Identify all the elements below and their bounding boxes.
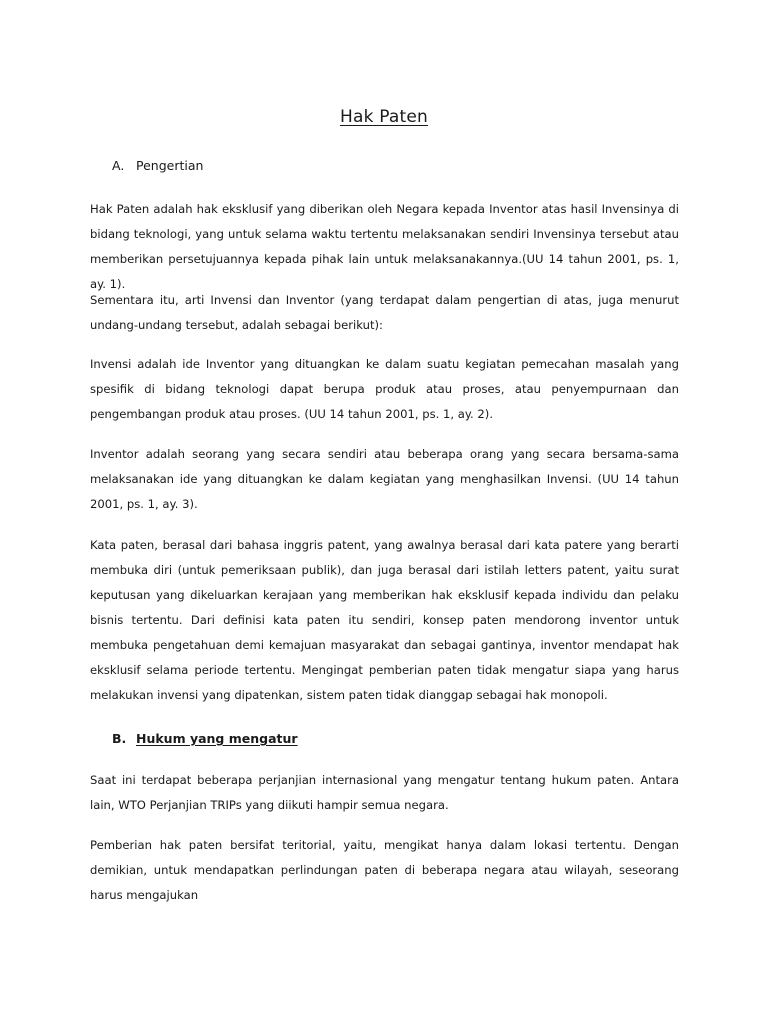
section-a-heading [112, 158, 203, 173]
page-title: Hak Paten [339, 107, 429, 127]
section-a-letter: A. [112, 158, 125, 173]
section-a-title: Pengertian [136, 158, 204, 173]
section-b-heading [112, 731, 298, 746]
paragraph-territorial-nature: Pemberian hak paten bersifat teritorial, yaitu, mengikat hanya dalam lokasi tertentu. Dengan demikian, untuk mendapatkan perlindungan paten di beberapa negara atau wilayah, seseorang harus mengajukan [90, 838, 679, 902]
paragraph-definition-invensi: Invensi adalah ide Inventor yang dituangkan ke dalam suatu kegiatan pemecahan masalah yang spesifik di bidang teknologi dapat berupa produk atau proses, atau penyempurnaan dan pengembangan produk atau proses. (UU 14 tahun 2001, ps. 1, ay. 2). [90, 357, 679, 421]
paragraph-international-agreements: Saat ini terdapat beberapa perjanjian internasional yang mengatur tentang hukum paten. Antara lain, WTO Perjanjian TRIPs yang diikuti hampir semua negara. [90, 773, 679, 812]
paragraph-definition-inventor: Inventor adalah seorang yang secara sendiri atau beberapa orang yang secara bersama-sama melaksanakan ide yang dituangkan ke dalam kegiatan yang menghasilkan Invensi. (UU 14 tahun 2001, ps. 1, ay. 3). [90, 447, 679, 511]
paragraph-etymology-paten: Kata paten, berasal dari bahasa inggris patent, yang awalnya berasal dari kata patere yang berarti membuka diri (untuk pemeriksaan publik), dan juga berasal dari istilah letters patent, yaitu surat keputusan yang dikeluarkan kerajaan yang memberikan hak eksklusif kepada individu dan pelaku bisnis tertentu. Dari definisi kata paten itu sendiri, konsep paten mendorong inventor untuk membuka pengetahuan demi kemajuan masyarakat dan sebagai gantinya, inventor mendapat hak eksklusif selama periode tertentu. Mengingat pemberian paten tidak mengatur siapa yang harus melakukan invensi yang dipatenkan, sistem paten tidak dianggap sebagai hak monopoli. [90, 538, 679, 702]
section-b-title: Hukum yang mengatur [136, 731, 298, 746]
paragraph-definition-hak-paten: Hak Paten adalah hak eksklusif yang diberikan oleh Negara kepada Inventor atas hasil Invensinya di bidang teknologi, yang untuk selama waktu tertentu melaksanakan sendiri Invensinya tersebut atau memberikan persetujuannya kepada pihak lain untuk melaksanakannya.(UU 14 tahun 2001, ps. 1, ay. 1). [90, 202, 679, 291]
paragraph-invensi-inventor-intro: Sementara itu, arti Invensi dan Inventor (yang terdapat dalam pengertian di atas, juga menurut undang-undang tersebut, adalah sebagai berikut): [90, 293, 679, 332]
section-b-letter: B. [112, 731, 127, 746]
